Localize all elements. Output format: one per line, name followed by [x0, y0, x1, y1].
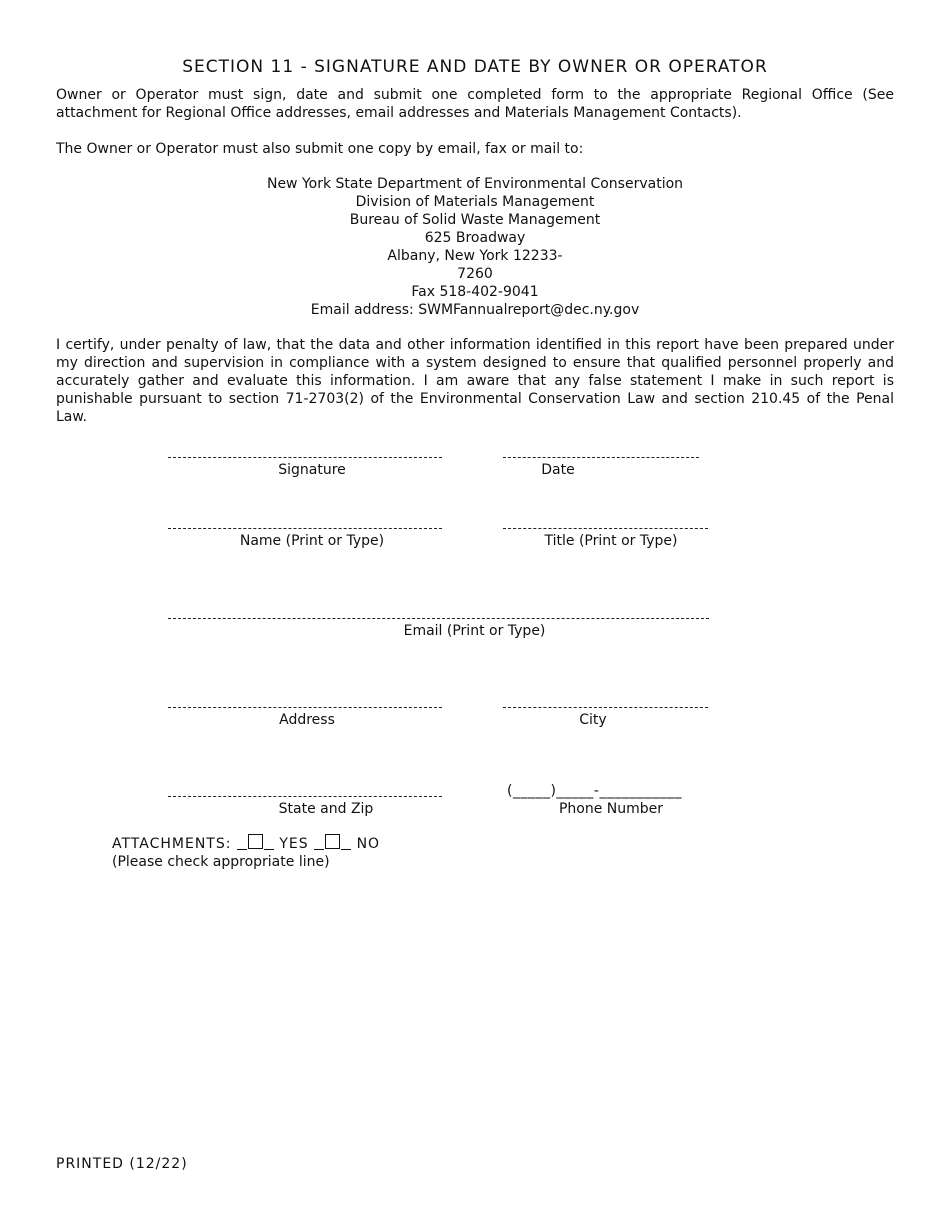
no-label: NO: [356, 836, 381, 852]
signature-field[interactable]: [168, 457, 442, 458]
address-field[interactable]: [168, 707, 442, 708]
date-field[interactable]: [503, 457, 699, 458]
name-label: Name (Print or Type): [239, 533, 385, 549]
state-zip-field[interactable]: [168, 796, 442, 797]
address-line: 625 Broadway: [424, 230, 526, 246]
attachments-instruction: (Please check appropriate line): [112, 854, 330, 870]
attachments-row: [112, 834, 380, 853]
address-line: Fax 518-402-9041: [411, 284, 539, 300]
signature-label: Signature: [278, 462, 346, 478]
certification-paragraph: I certify, under penalty of law, that the data and other information identified in this report have been prepared under my direction and supervision in compliance with a system designed to ensure that qualified personnel properly and accurately gather and evaluate this information. I am aware that any false statement I make in such report is punishable pursuant to section 71-2703(2) of the Environmental Conservation Law and section 210.45 of the Penal Law.: [56, 337, 894, 425]
address-label: Address: [279, 712, 335, 728]
city-label: City: [579, 712, 607, 728]
state-zip-label: State and Zip: [278, 801, 374, 817]
address-line: Division of Materials Management: [355, 194, 595, 210]
email-label: Email (Print or Type): [403, 623, 546, 639]
address-line: 7260: [457, 266, 493, 282]
address-line: Bureau of Solid Waste Management: [349, 212, 601, 228]
yes-label: YES: [279, 836, 309, 852]
mailing-address: [175, 175, 775, 319]
name-field[interactable]: [168, 528, 442, 529]
yes-checkbox[interactable]: [248, 834, 263, 849]
address-email-line: Email address: SWMFannualreport@dec.ny.gov: [310, 302, 640, 318]
phone-field[interactable]: (_____)_____-___________: [507, 783, 682, 799]
address-line: New York State Department of Environmental Conservation: [266, 176, 684, 192]
title-field[interactable]: [503, 528, 708, 529]
intro-paragraph: Owner or Operator must sign, date and submit one completed form to the appropriate Regional Office (See attachment for Regional Office addresses, email addresses and Materials Management Contacts).: [56, 87, 894, 121]
date-label: Date: [541, 462, 575, 478]
email-field[interactable]: [168, 618, 709, 619]
section-title: SECTION 11 - SIGNATURE AND DATE BY OWNER OR OPERATOR: [182, 57, 768, 77]
printed-date: PRINTED (12/22): [56, 1156, 188, 1172]
attachments-label: ATTACHMENTS:: [112, 836, 232, 852]
copy-instruction: The Owner or Operator must also submit one copy by email, fax or mail to:: [56, 141, 584, 157]
address-line: Albany, New York 12233-: [387, 248, 563, 264]
title-label: Title (Print or Type): [544, 533, 678, 549]
city-field[interactable]: [503, 707, 708, 708]
phone-label: Phone Number: [558, 801, 664, 817]
no-checkbox[interactable]: [325, 834, 340, 849]
